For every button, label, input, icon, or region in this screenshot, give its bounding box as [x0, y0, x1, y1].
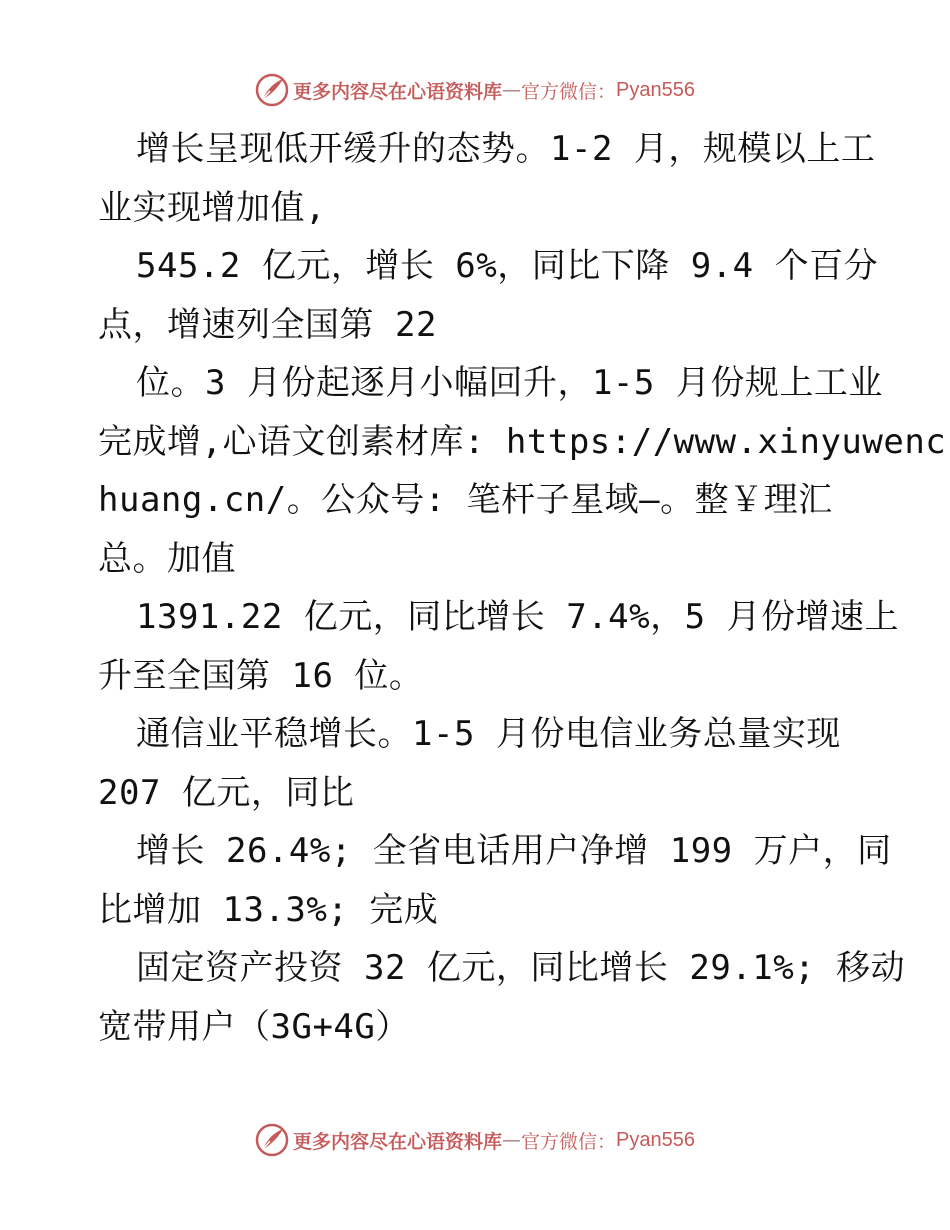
document-body [98, 120, 947, 1056]
text-line: 通信业平稳增长。1-5 月份电信业务总量实现 [136, 714, 841, 754]
text-line: 增长呈现低开缓升的态势。1-2 月，规模以上工 [136, 129, 876, 169]
text-line: 增长 26.4%; 全省电话用户净增 199 万户，同 [136, 831, 892, 871]
header-watermark [0, 70, 950, 110]
footer-watermark [0, 1120, 950, 1160]
watermark-dash: — [502, 79, 522, 101]
text-line: huang.cn/。公众号: 笔杆子星域—。整￥理汇 [98, 480, 833, 520]
watermark-official: 官方微信： [521, 80, 617, 103]
text-line: 完成增,心语文创素材库: https://www.xinyuwenc [98, 421, 947, 462]
text-line: 1391.22 亿元，同比增长 7.4%，5 月份增速上 [136, 597, 900, 637]
watermark-wechat-id: Pyan556 [616, 78, 695, 101]
watermark-brand: 更多内容尽在心语资料库 [293, 80, 503, 103]
text-line: 固定资产投资 32 亿元，同比增长 29.1%; 移动 [136, 948, 906, 988]
feather-pen-logo-icon [255, 73, 289, 107]
text-line: 位。3 月份起逐月小幅回升，1-5 月份规上工业 [136, 363, 883, 403]
text-line: 545.2 亿元，增长 6%，同比下降 9.4 个百分 [136, 246, 879, 286]
watermark-wechat-id: Pyan556 [616, 1128, 695, 1151]
text-line: 宽带用户（3G+4G） [98, 1006, 410, 1047]
text-line: 升至全国第 16 位。 [98, 655, 424, 696]
watermark-official: 官方微信： [521, 1130, 617, 1153]
watermark-dash: — [502, 1129, 522, 1151]
text-line: 点，增速列全国第 22 [98, 304, 437, 345]
text-line: 业实现增加值, [98, 187, 326, 228]
feather-pen-logo-icon [255, 1123, 289, 1157]
text-line: 207 亿元，同比 [98, 772, 355, 813]
text-line: 总。加值 [98, 538, 236, 579]
text-line: 比增加 13.3%; 完成 [98, 889, 439, 930]
watermark-brand: 更多内容尽在心语资料库 [293, 1130, 503, 1153]
